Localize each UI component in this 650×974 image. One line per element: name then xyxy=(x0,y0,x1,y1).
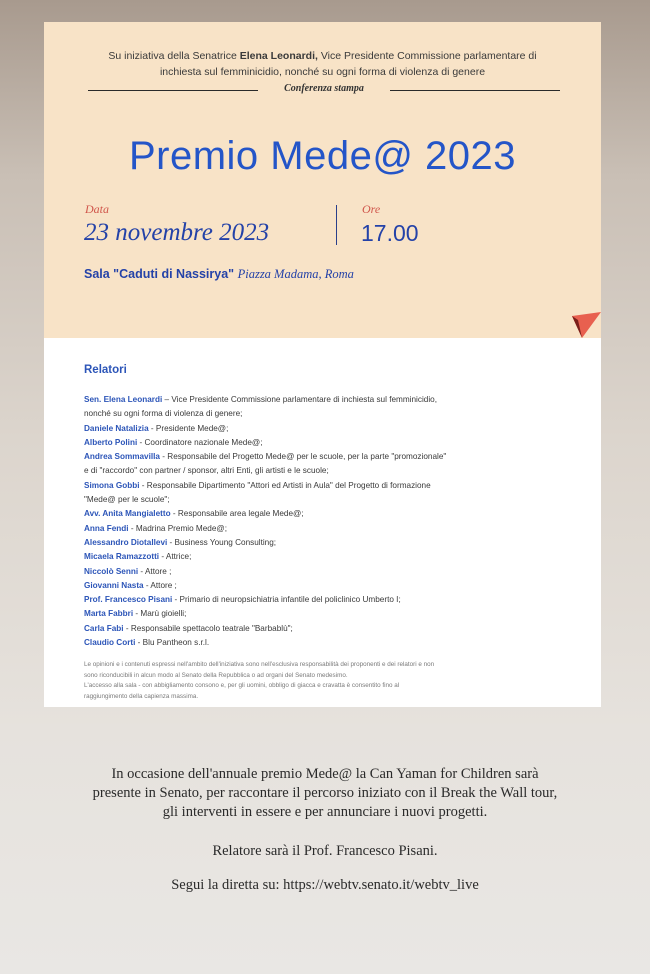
conference-label-row xyxy=(88,83,560,97)
event-poster xyxy=(44,22,601,707)
poster-title: Premio Mede@ 2023 xyxy=(128,134,517,178)
speaker-item xyxy=(84,607,574,621)
speaker-name: Sen. Elena Leonardi xyxy=(84,395,163,404)
caption-live-line: Segui la diretta su: https://webtv.senato.it/webtv_live xyxy=(171,877,479,893)
venue-place: Piazza Madama, Roma xyxy=(237,267,354,281)
speaker-role: - Blu Pantheon s.r.l. xyxy=(135,638,210,648)
speakers-heading: Relatori xyxy=(84,364,127,376)
conference-label: Conferenza stampa xyxy=(284,83,364,94)
speaker-role: – Vice Presidente Commissione parlamentare di inchiesta sul femminicidio, xyxy=(162,395,437,404)
disclaimer-line: L'accesso alla sala - con abbigliamento consono e, per gli uomini, obbligo di giacca e cravatta è consentito fino al xyxy=(84,682,400,689)
date-time-separator xyxy=(336,205,337,245)
speaker-role: - Attore ; xyxy=(143,580,177,590)
time-label: Ore xyxy=(362,202,381,216)
speaker-role: nonché su ogni forma di violenza di genere; xyxy=(84,409,243,419)
speaker-role: - Primario di neuropsichiatria infantile del policlinico Umberto I; xyxy=(172,595,401,605)
speaker-role: - Responsabile Dipartimento "Attori ed Artisti in Aula" del Progetto di formazione xyxy=(139,480,431,490)
speaker-role: - Attrice; xyxy=(159,552,192,562)
disclaimer-line: sono riconducibili in alcun modo al Senato della Repubblica o ad organi del Senato medesimo. xyxy=(84,671,348,679)
speaker-name: Claudio Corti xyxy=(84,638,136,648)
speaker-name: Daniele Natalizia xyxy=(84,423,149,433)
speaker-role: - Responsabile spettacolo teatrale "Barbablù"; xyxy=(123,623,293,633)
speaker-item xyxy=(84,393,574,407)
speaker-name: Simona Gobbi xyxy=(84,480,140,490)
speaker-name: Anna Fendi xyxy=(84,523,129,533)
speaker-role: - Madrina Premio Mede@; xyxy=(128,523,227,533)
speaker-item xyxy=(84,565,574,579)
disclaimer xyxy=(84,660,574,702)
speaker-name: Micaela Ramazzotti xyxy=(84,552,160,562)
intro-senator-name: Elena Leonardi, xyxy=(239,50,318,62)
caption-line: presente in Senato, per raccontare il percorso iniziato con il Break the Wall tour, xyxy=(92,785,558,801)
poster-intro xyxy=(74,48,571,80)
speaker-name: Avv. Anita Mangialetto xyxy=(84,509,171,519)
speaker-item xyxy=(84,422,574,436)
speaker-item xyxy=(84,436,574,450)
intro-line-2: inchiesta sul femminicidio, nonché su ogni forma di violenza di genere xyxy=(159,66,486,78)
speaker-name: Andrea Sommavilla xyxy=(84,452,160,462)
speaker-name: Carla Fabi xyxy=(84,623,124,633)
speaker-item xyxy=(84,636,574,650)
caption-line: gli interventi in essere e per annunciare i nuovi progetti. xyxy=(162,804,488,820)
speaker-name: Alberto Polini xyxy=(84,437,138,447)
speaker-item xyxy=(84,479,574,493)
venue xyxy=(84,267,354,282)
speaker-role: - Marù gioielli; xyxy=(133,609,187,619)
disclaimer-line: Le opinioni e i contenuti espressi nell'ambito dell'iniziativa sono nell'esclusiva responsabilità dei proponenti e dei relatori e non xyxy=(84,661,435,668)
speaker-item xyxy=(84,464,574,478)
intro-role: Vice Presidente Commissione parlamentare di xyxy=(320,50,537,62)
speaker-item xyxy=(84,507,574,521)
speaker-role: "Mede@ per le scuole"; xyxy=(84,495,170,505)
speaker-name: Alessandro Diotallevi xyxy=(84,537,168,547)
speaker-role: - Responsabile del Progetto Mede@ per le scuole, per la parte "promozionale" xyxy=(160,452,447,462)
speakers-list xyxy=(84,393,574,650)
speaker-item xyxy=(84,593,574,607)
speaker-role: e di "raccordo" con partner / sponsor, altri Enti, gli artisti e le scuole; xyxy=(84,466,329,476)
caption-speaker-line: Relatore sarà il Prof. Francesco Pisani. xyxy=(212,843,438,859)
caption-line: In occasione dell'annuale premio Mede@ la Can Yaman for Children sarà xyxy=(111,766,539,782)
divider-right xyxy=(390,90,560,91)
speaker-role: - Coordinatore nazionale Mede@; xyxy=(137,437,263,447)
speaker-item xyxy=(84,522,574,536)
speaker-item xyxy=(84,579,574,593)
speaker-name: Prof. Francesco Pisani xyxy=(84,595,173,605)
intro-prefix: Su iniziativa della Senatrice xyxy=(108,50,237,62)
speaker-item xyxy=(84,493,574,507)
speaker-name: Giovanni Nasta xyxy=(84,580,144,590)
speaker-name: Niccolò Senni xyxy=(84,566,139,576)
speaker-role: - Attore ; xyxy=(138,566,172,576)
corner-accent xyxy=(572,312,601,338)
caption-paragraph xyxy=(0,765,650,822)
date-label: Data xyxy=(85,202,109,216)
speaker-item xyxy=(84,550,574,564)
speaker-role: - Business Young Consulting; xyxy=(167,537,277,547)
speaker-item xyxy=(84,622,574,636)
speaker-role: - Responsabile area legale Mede@; xyxy=(170,509,304,519)
speaker-name: Marta Fabbri xyxy=(84,609,134,619)
date-value: 23 novembre 2023 xyxy=(84,219,270,246)
speaker-item xyxy=(84,536,574,550)
disclaimer-line: raggiungimento della capienza massima. xyxy=(84,692,199,700)
speaker-item xyxy=(84,407,574,421)
time-value: 17.00 xyxy=(361,220,419,246)
speaker-item xyxy=(84,450,574,464)
venue-name: Sala "Caduti di Nassirya" xyxy=(84,267,235,281)
speaker-role: - Presidente Mede@; xyxy=(148,423,229,433)
